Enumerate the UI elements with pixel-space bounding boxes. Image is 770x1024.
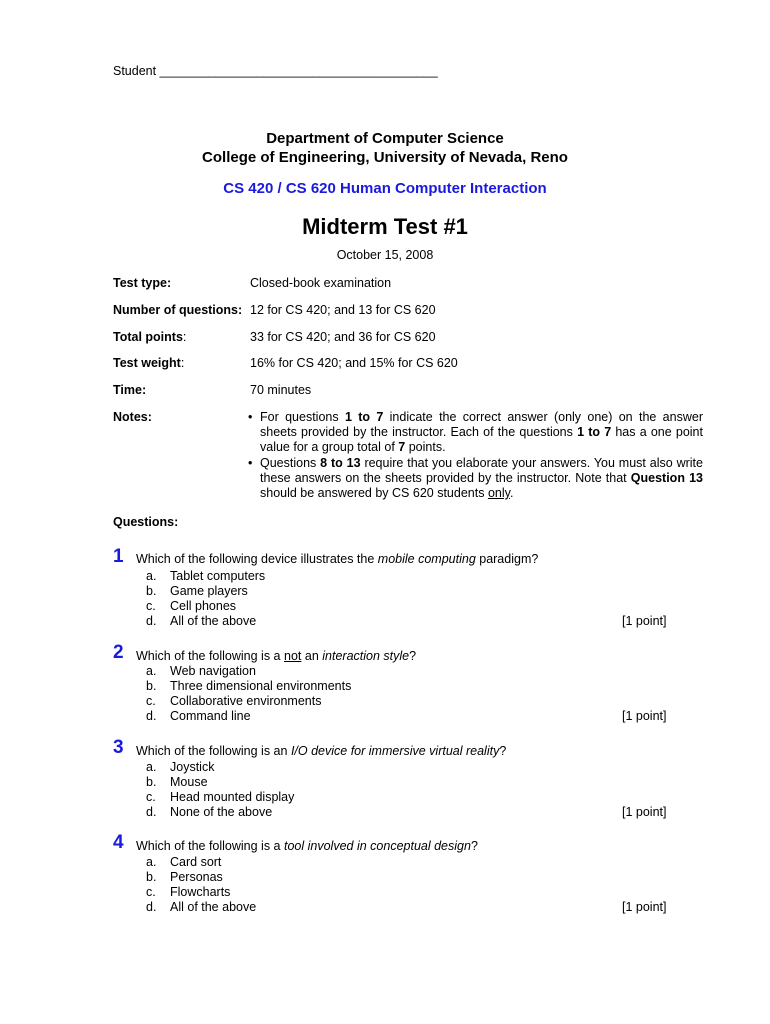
course-title: CS 420 / CS 620 Human Computer Interaction [223,180,547,197]
question-points: [1 point] [622,900,667,914]
info-label-test-type: Test type: [113,276,172,290]
college-name: College of Engineering, University of Nevada, Reno [202,149,568,166]
questions-heading: Questions: [113,515,179,529]
info-value-number-of-questions: 12 for CS 420; and 13 for CS 620 [250,303,436,317]
question-points: [1 point] [622,709,667,723]
info-value-test-weight: 16% for CS 420; and 15% for CS 620 [250,356,458,370]
student-name-line: Student ________________________________________ [113,64,438,78]
bullet-icon: • [248,455,253,470]
question-text: Which of the following device illustrates the mobile computing paradigm? [136,552,539,566]
info-label-total-points: Total points: [113,330,187,344]
question-text: Which of the following is an I/O device for immersive virtual reality? [136,744,507,758]
question-number: 2 [113,642,124,663]
info-label-notes: Notes: [113,410,152,424]
notes-list [248,410,703,501]
exam-header [0,129,770,167]
info-label-test-weight: Test weight: [113,356,185,370]
question-text: Which of the following is a not an interaction style? [136,649,417,663]
question-points: [1 point] [622,614,667,628]
question-number: 1 [113,546,124,567]
question-points: [1 point] [622,805,667,819]
info-label-time: Time: [113,383,147,397]
exam-title: Midterm Test #1 [302,214,468,239]
info-value-total-points: 33 for CS 420; and 36 for CS 620 [250,330,436,344]
bullet-icon: • [248,410,253,424]
question-number: 4 [113,832,124,853]
question-number: 3 [113,737,124,758]
department-name: Department of Computer Science [266,130,504,147]
note-item: • Questions 8 to 13 require that you elaborate your answers. You must also write these answers on the sheets provided by the instructor. Note that Question 13 should be answered by CS 620 students only. [248,455,703,501]
exam-date: October 15, 2008 [336,248,434,262]
info-value-time: 70 minutes [250,383,312,397]
info-value-test-type: Closed-book examination [250,276,392,290]
question-text: Which of the following is a tool involved in conceptual design? [136,839,478,853]
info-label-number-of-questions: Number of questions: [113,303,243,317]
note-item: • For questions 1 to 7 indicate the correct answer (only one) on the answer sheets provided by the instructor. Each of the questions 1 to 7 has a one point value for a group total of 7 points. [248,410,703,455]
